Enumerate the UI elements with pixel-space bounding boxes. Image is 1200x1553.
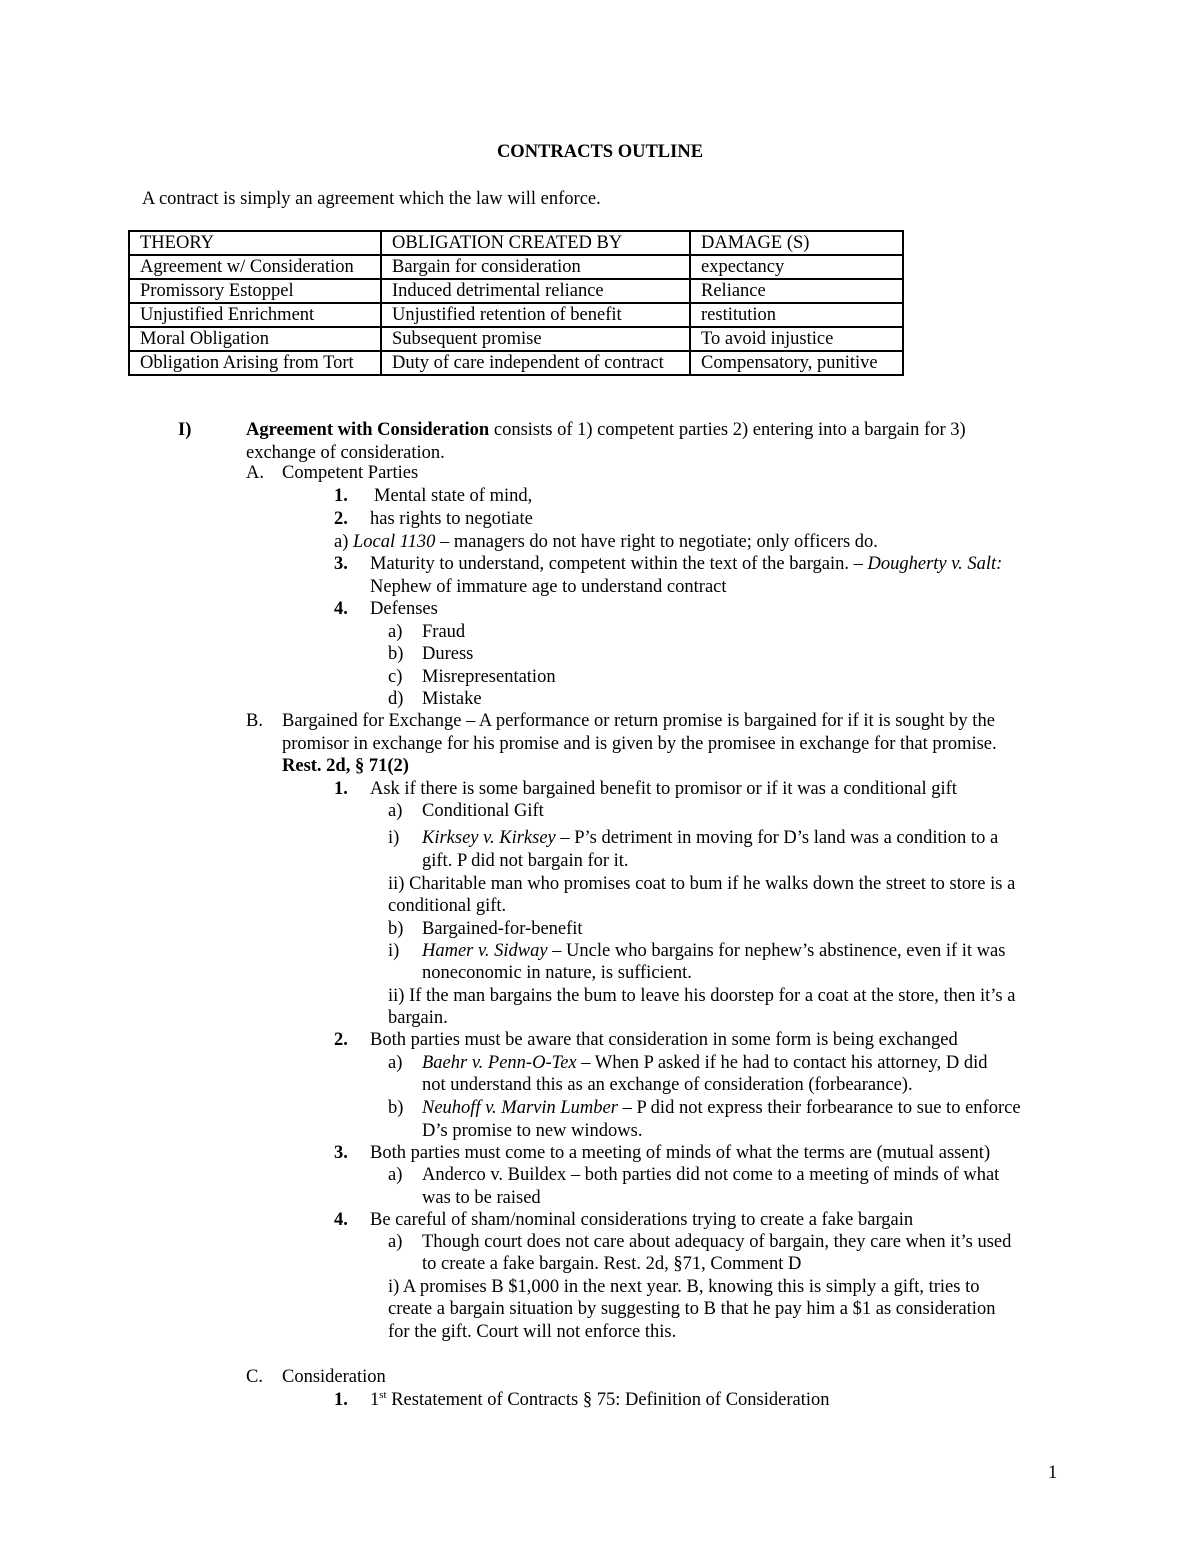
list-marker: i) [388,941,400,961]
list-marker: a) [388,801,403,821]
item-text: Both parties must come to a meeting of minds of what the terms are (mutual assent) [370,1143,991,1163]
item-number: 3. [334,554,348,574]
table-cell: restitution [690,303,903,327]
item-text: – Uncle who bargains for nephew’s abstinence, even if it was [547,941,1006,961]
list-item [422,1097,1021,1119]
list-item: ii) If the man bargains the bum to leave his doorstep for a coat at the store, then it’s a [388,986,1016,1006]
item-number: 2. [334,509,348,529]
item-text [370,553,1002,575]
list-item: bargain. [388,1008,448,1028]
table-cell: Bargain for consideration [381,255,690,279]
table-cell: Obligation Arising from Tort [129,351,381,375]
section-text: consists of 1) competent parties 2) entering into a bargain for 3) [489,420,966,440]
list-item: D’s promise to new windows. [422,1121,643,1141]
table-cell: Duty of care independent of contract [381,351,690,375]
outline-marker: C. [246,1367,263,1387]
item-number: 1. [334,779,348,799]
item-text: Be careful of sham/nominal considerations trying to create a fake bargain [370,1210,914,1230]
case-name: Baehr v. Penn-O-Tex [422,1053,577,1073]
list-marker: a) [388,1165,403,1185]
table-cell: Induced detrimental reliance [381,279,690,303]
outline-heading: Consideration [282,1367,386,1387]
item-text: Both parties must be aware that consideration in some form is being exchanged [370,1030,958,1050]
table-header-row [129,231,903,255]
outline-marker: A. [246,463,264,483]
item-text: Maturity to understand, competent within the text of the bargain. – [370,554,868,574]
case-name: Local 1130 [353,532,436,552]
list-item: Misrepresentation [422,667,556,687]
intro-text: A contract is simply an agreement which the law will enforce. [142,189,601,209]
item-text: – managers do not have right to negotiate; only officers do. [435,532,878,552]
item-text: Defenses [370,599,438,619]
item-text: – P did not express their forbearance to sue to enforce [617,1098,1021,1118]
table-cell: Promissory Estoppel [129,279,381,303]
table-cell: Unjustified retention of benefit [381,303,690,327]
theory-table [128,230,904,376]
outline-heading: Competent Parties [282,463,419,483]
list-marker: d) [388,689,404,709]
list-marker: b) [388,644,404,664]
list-item [422,1052,987,1074]
item-text: – When P asked if he had to contact his attorney, D did [576,1053,988,1073]
table-header-cell: DAMAGE (S) [690,231,903,255]
case-name: Hamer v. Sidway [422,941,548,961]
restatement-citation: Rest. 2d, § 71(2) [282,756,409,776]
list-item: Fraud [422,622,466,642]
table-row [129,255,903,279]
list-item: Conditional Gift [422,801,544,821]
item-number: 3. [334,1143,348,1163]
list-item: was to be raised [422,1188,541,1208]
item-text: Nephew of immature age to understand contract [370,577,727,597]
item-number: 1. [334,1390,348,1410]
list-item: not understand this as an exchange of consideration (forbearance). [422,1075,913,1095]
section-text: exchange of consideration. [246,443,445,463]
list-item [422,827,998,849]
table-header-cell: THEORY [129,231,381,255]
case-name: Dougherty v. Salt: [867,554,1003,574]
ordinal: 1 [370,1390,380,1410]
item-text: Mental state of mind, [374,486,533,506]
list-item: Anderco v. Buildex – both parties did not come to a meeting of minds of what [422,1165,1000,1185]
page-number: 1 [1048,1463,1058,1483]
outline-marker: B. [246,711,263,731]
list-marker: a) [388,1053,403,1073]
section-heading: Agreement with Consideration [246,420,490,440]
item-number: 2. [334,1030,348,1050]
list-item: create a bargain situation by suggesting to B that he pay him a $1 as consideration [388,1299,996,1319]
document-title: CONTRACTS OUTLINE [496,142,704,162]
item-number: 4. [334,1210,348,1230]
item-text [370,1389,829,1411]
list-item: i) A promises B $1,000 in the next year. B, knowing this is simply a gift, tries to [388,1277,980,1297]
list-item: Duress [422,644,474,664]
table-cell: expectancy [690,255,903,279]
list-marker: i) [388,828,400,848]
table-cell: Unjustified Enrichment [129,303,381,327]
section-marker: I) [178,420,192,440]
table-row [129,303,903,327]
list-item: Bargained-for-benefit [422,919,583,939]
list-item: ii) Charitable man who promises coat to bum if he walks down the street to store is a [388,874,1016,894]
item-marker: a) [334,532,353,552]
item-text: has rights to negotiate [370,509,533,529]
list-item: conditional gift. [388,896,507,916]
list-marker: a) [388,1232,403,1252]
table-cell: Compensatory, punitive [690,351,903,375]
list-item [422,940,1005,962]
outline-heading: Bargained for Exchange – A performance or return promise is bargained for if it is sought by the [282,711,995,731]
ordinal-suffix: st [379,1388,387,1401]
table-header-cell: OBLIGATION CREATED BY [381,231,690,255]
table-cell: Moral Obligation [129,327,381,351]
item-text [334,531,878,553]
table-row [129,351,903,375]
case-name: Neuhoff v. Marvin Lumber [422,1098,618,1118]
list-item: noneconomic in nature, is sufficient. [422,963,692,983]
list-item: for the gift. Court will not enforce this. [388,1322,677,1342]
item-text: Restatement of Contracts § 75: Definition of Consideration [386,1390,830,1410]
outline-text: promisor in exchange for his promise and is given by the promisee in exchange for that promise. [282,734,997,754]
item-text: – P’s detriment in moving for D’s land was a condition to a [555,828,999,848]
list-item: Though court does not care about adequacy of bargain, they care when it’s used [422,1232,1012,1252]
list-marker: c) [388,667,403,687]
list-marker: b) [388,1098,404,1118]
list-item: gift. P did not bargain for it. [422,851,629,871]
list-item: to create a fake bargain. Rest. 2d, §71, Comment D [422,1254,802,1274]
table-row [129,327,903,351]
table-cell: Reliance [690,279,903,303]
table-cell: To avoid injustice [690,327,903,351]
section-heading-line [246,419,966,441]
list-marker: b) [388,919,404,939]
table-row [129,279,903,303]
list-marker: a) [388,622,403,642]
table-cell: Agreement w/ Consideration [129,255,381,279]
table-cell: Subsequent promise [381,327,690,351]
list-item: Mistake [422,689,482,709]
item-text: Ask if there is some bargained benefit to promisor or if it was a conditional gift [370,779,957,799]
item-number: 1. [334,486,348,506]
case-name: Kirksey v. Kirksey [422,828,556,848]
item-number: 4. [334,599,348,619]
